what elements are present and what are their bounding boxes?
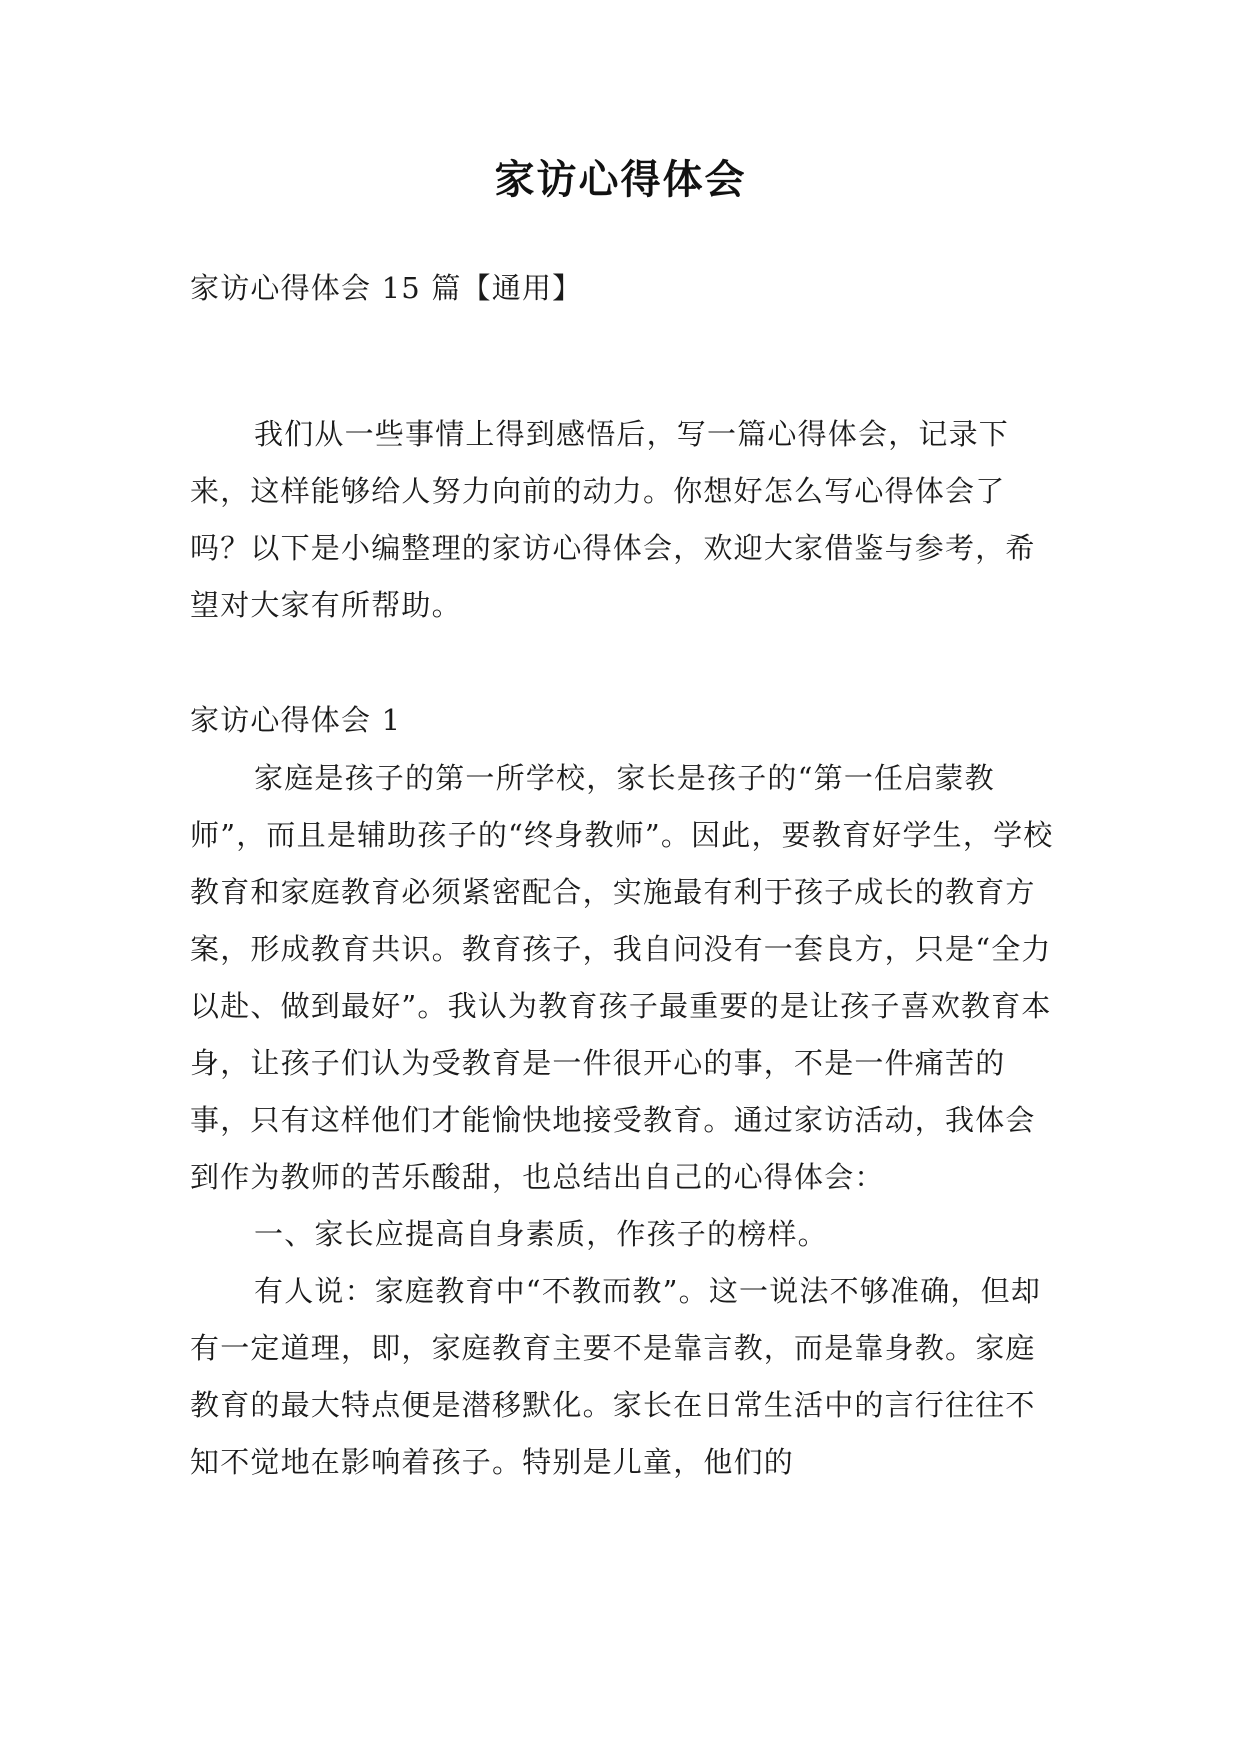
body-paragraph: 有人说：家庭教育中“不教而教”。这一说法不够准确，但却有一定道理，即，家庭教育主要不是靠言教，而是靠身教。家庭教育的最大特点便是潜移默化。家长在日常生活中的言行往往不知不觉地在影响着孩子。特别是儿童，他们的 <box>190 1274 1042 1479</box>
body-paragraph: 家庭是孩子的第一所学校，家长是孩子的“第一任启蒙教师”，而且是辅助孩子的“终身教师”。因此，要教育好学生，学校教育和家庭教育必须紧密配合，实施最有利于孩子成长的教育方案，形成教育共识。教育孩子，我自问没有一套良方，只是“全力以赴、做到最好”。我认为教育孩子最重要的是让孩子喜欢教育本身，让孩子们认为受教育是一件很开心的事，不是一件痛苦的事，只有这样他们才能愉快地接受教育。通过家访活动，我体会到作为教师的苦乐酸甜，也总结出自己的心得体会： <box>190 761 1054 1194</box>
section-body <box>190 750 1060 1491</box>
document-subtitle: 家访心得体会 15 篇【通用】 <box>190 271 583 305</box>
body-paragraph: 一、家长应提高自身素质，作孩子的榜样。 <box>254 1217 828 1251</box>
intro-paragraph <box>190 406 1060 634</box>
document-title: 家访心得体会 <box>494 157 747 203</box>
section-heading: 家访心得体会 1 <box>190 703 402 737</box>
intro-text: 我们从一些事情上得到感悟后，写一篇心得体会，记录下来，这样能够给人努力向前的动力。你想好怎么写心得体会了吗？以下是小编整理的家访心得体会，欢迎大家借鉴与参考，希望对大家有所帮助。 <box>190 417 1036 622</box>
